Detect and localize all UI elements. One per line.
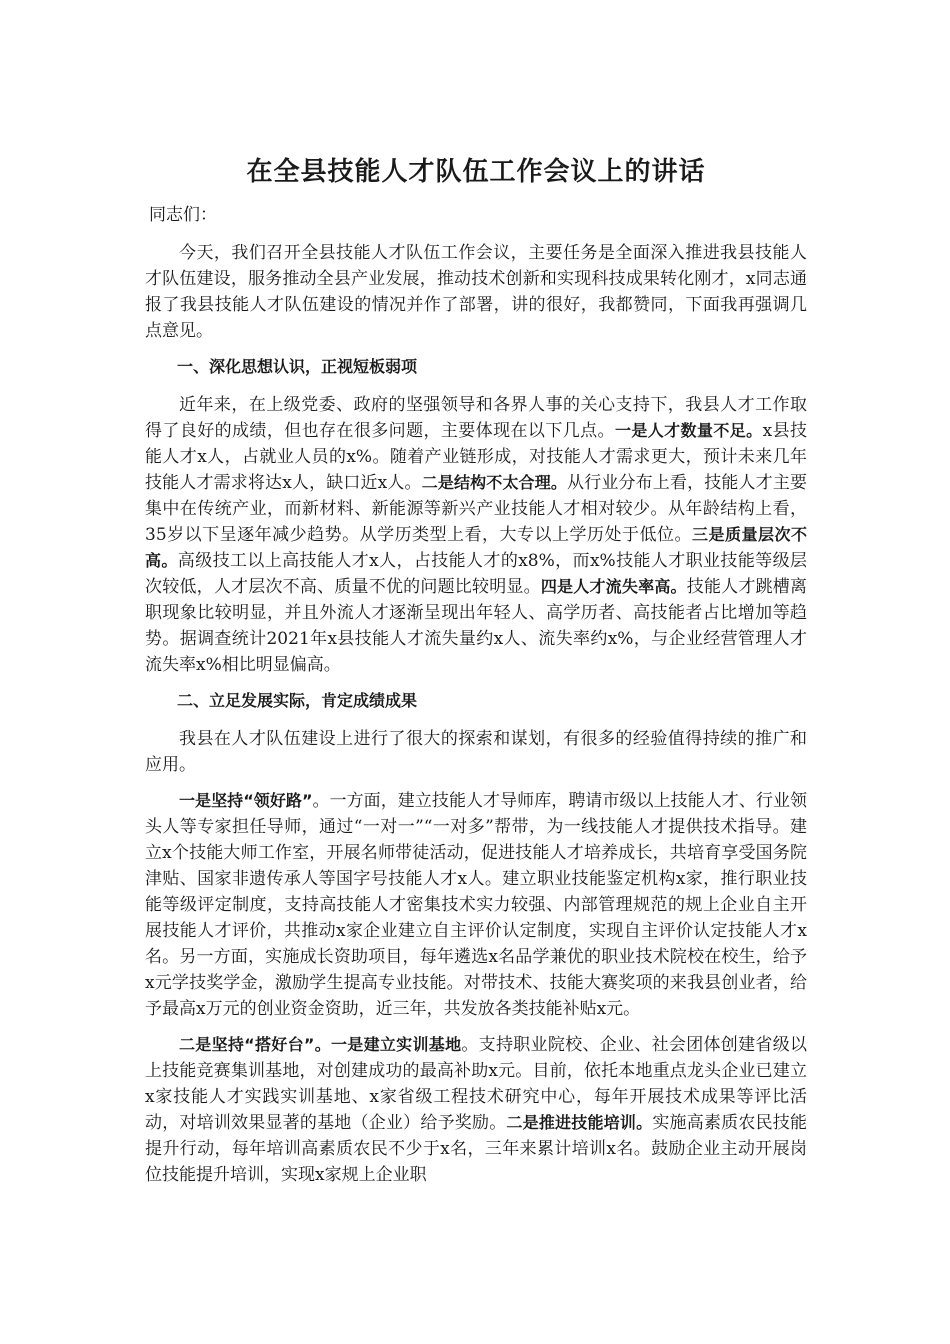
point-3-bold: 三是质量层次不高。 [145, 525, 807, 570]
item-1-text: 。一方面，建立技能人才导师库，聘请市级以上技能人才、行业领头人等专家担任导师，通过“一对一”“一对多”帮带，为一线技能人才提供技术指导。建立x个技能大师工作室，开展名师带徒活动，促进技能人才培养成长，共培育享受国务院津贴、国家非遗传承人等国字号技能人才x人。建立职业技能鉴定机构x家，推行职业技能等级评定制度，支持高技能人才密集技术实力较强、内部管理规范的规上企业自主开展技能人才评价，共推动x家企业建立自主评价认定制度，实现自主评价认定技能人才x名。另一方面，实施成长资助项目，每年遴选x名品学兼优的职业技术院校在校生，给予x元学技奖学金，激励学生提高专业技能。对带技术、技能大赛奖项的来我县创业者，给予最高x万元的创业资金资助，近三年，共发放各类技能补贴x元。 [145, 791, 807, 1019]
section-1-text-lead: 近年来，在上级党委、政府的坚强领导和各界人事的关心支持下，我县人才工作取得了良好的成绩，但也存在很多问题，主要体现在以下几点。 [145, 395, 807, 441]
point-2-bold: 二是结构不太合理。 [421, 473, 568, 492]
point-2-text: 从行业分布上看，技能人才主要集中在传统产业，而新材料、新能源等新兴产业技能人才相对较少。从年龄结构上看，35岁以下呈逐年减少趋势。从学历类型上看，大专以上学历处于低位。 [145, 473, 807, 545]
point-4-text: 技能人才跳槽离职现象比较明显，并且外流人才逐渐呈现出年轻人、高学历者、高技能者占比增加等趋势。据调查统计2021年x县技能人才流失量约x人、流失率约x%，与企业经营管理人才流失率x%相比明显偏高。 [145, 577, 808, 675]
item-2-sub-1-text: 。支持职业院校、企业、社会团体创建省级以上技能竞赛集训基地，对创建成功的最高补助x元。目前，依托本地重点龙头企业已建立x家技能人才实践实训基地、x家省级工程技术研究中心，每年开展技术成果等评比活动，对培训效果显著的基地（企业）给予奖励。 [145, 1035, 807, 1133]
intro-paragraph: 今天，我们召开全县技能人才队伍工作会议，主要任务是全面深入推进我县技能人才队伍建设，服务推动全县产业发展，推动技术创新和实现科技成果转化刚才，x同志通报了我县技能人才队伍建设的情况并作了部署，讲的很好，我都赞同，下面我再强调几点意见。 [145, 243, 807, 341]
section-1-paragraph [145, 392, 807, 678]
document-page [145, 150, 807, 1198]
item-1-bold: 一是坚持“领好路” [179, 791, 313, 810]
section-2-intro: 我县在人才队伍建设上进行了很大的探索和谋划，有很多的经验值得持续的推广和应用。 [145, 729, 807, 775]
section-2-heading: 二、立足发展实际，肯定成绩成果 [177, 691, 418, 710]
section-1-heading: 一、深化思想认识，正视短板弱项 [177, 357, 418, 376]
page-title: 在全县技能人才队伍工作会议上的讲话 [246, 157, 706, 187]
item-2-sub-1-bold: 一是建立实训基地 [331, 1035, 462, 1054]
point-1-text: x县技能人才x人，占就业人员的x%。随着产业链形成，对技能人才需求更大，预计未来几年技能人才需求将达x人，缺口近x人。 [145, 421, 807, 493]
item-2-sub-2-text: 实施高素质农民技能提升行动，每年培训高素质农民不少于x名，三年来累计培训x名。鼓励企业主动开展岗位技能提升培训，实现x家规上企业职 [145, 1113, 808, 1185]
section-2-item-2 [145, 1032, 807, 1188]
item-2-sub-2-bold: 二是推进技能培训。 [506, 1113, 653, 1132]
salutation: 同志们： [149, 205, 217, 225]
point-3-text: 高级技工以上高技能人才x人，占技能人才的x8%，而x%技能人才职业技能等级层次较低，人才层次不高、质量不优的问题比较明显。 [145, 551, 807, 597]
point-1-bold: 一是人才数量不足。 [614, 421, 763, 440]
section-2-item-1 [145, 788, 807, 1022]
item-2-bold: 二是坚持“搭好台”。 [179, 1035, 331, 1054]
point-4-bold: 四是人才流失率高。 [540, 577, 687, 596]
